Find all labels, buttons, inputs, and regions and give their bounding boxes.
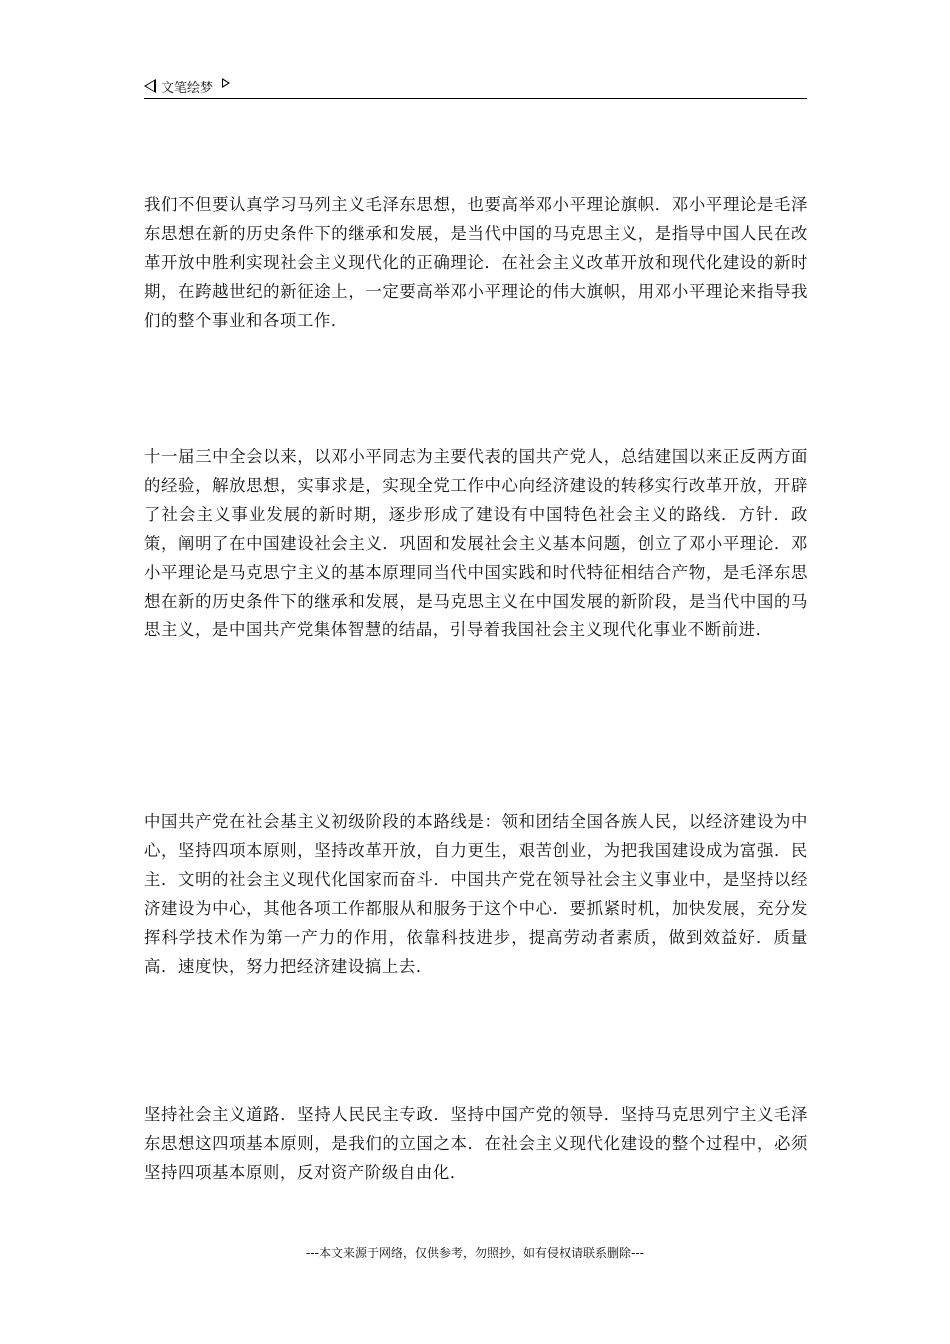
left-triangle-icon [144,79,156,93]
header-title: 文笔绘梦 [161,80,214,96]
paragraph: 十一届三中全会以来，以邓小平同志为主要代表的国共产党人，总结建国以来正反两方面的经验，解放思想，实事求是，实现全党工作中心向经济建设的转移实行改革开放，开辟了社会主义事业发展的新时期，逐步形成了建设有中国特色社会主义的路线．方针．政策，阐明了在中国建设社会主义．巩固和发展社会主义基本问题，创立了邓小平理论．邓小平理论是马克思宁主义的基本原理同当代中国实践和时代特征相结合产物，是毛泽东思想在新的历史条件下的继承和发展，是马克思主义在中国发展的新阶段，是当代中国的马思主义，是中国共产党集体智慧的结晶，引导着我国社会主义现代化事业不断前进． [144,447,808,640]
page-header [144,74,807,99]
paragraph: 中国共产党在社会基主义初级阶段的本路线是：领和团结全国各族人民，以经济建设为中心，坚持四项本原则，坚持改革开放，自力更生，艰苦创业，为把我国建设成为富强．民主．文明的社会主义现代化国家而奋斗．中国共产党在领导社会主义事业中，是坚持以经济建设为中心，其他各项工作都服从和服务于这个中心．要抓紧时机，加快发展，充分发挥科学技术作为第一产力的作用，依靠科技进步，提高劳动者素质，做到效益好．质量高．速度快，努力把经济建设搞上去． [144,812,808,976]
paragraph: 我们不但要认真学习马列主义毛泽东思想，也要高举邓小平理论旗帜．邓小平理论是毛泽东思想在新的历史条件下的继承和发展，是当代中国的马克思主义，是指导中国人民在改革开放中胜利实现社会主义现代化的正确理论．在社会主义改革开放和现代化建设的新时期，在跨越世纪的新征途上，一定要高举邓小平理论的伟大旗帜，用邓小平理论来指导我们的整个事业和各项工作． [144,195,808,330]
right-triangle-icon [222,78,230,88]
paragraph: 坚持社会主义道路．坚持人民民主专政．坚持中国产党的领导．坚持马克思列宁主义毛泽东思想这四项基本原则，是我们的立国之本．在社会主义现代化建设的整个过程中，必须坚持四项基本原则，反对资产阶级自由化． [144,1105,808,1182]
footer-notice: ---本文来源于网络，仅供参考，勿照抄，如有侵权请联系删除--- [306,1246,644,1260]
